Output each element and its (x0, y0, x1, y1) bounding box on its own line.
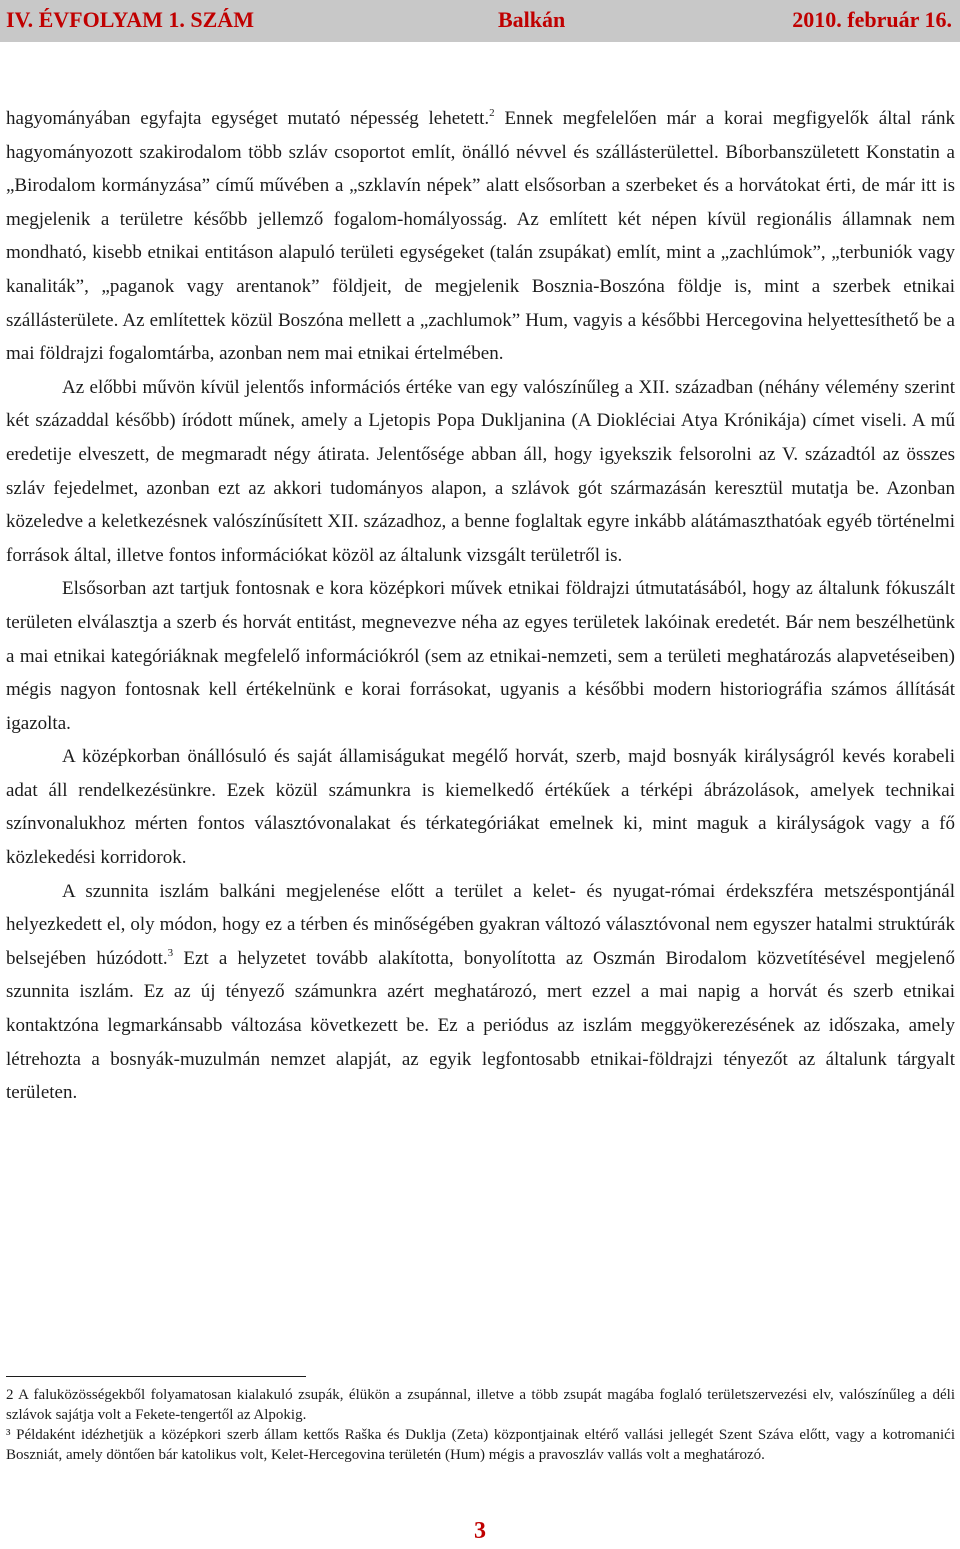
paragraph-text: Elsősorban azt tartjuk fontosnak e kora középkori művek etnikai földrajzi útmutatásából, hogy az általunk fókuszált területen elválasztja a szerb és horvát entitást, megnevezve néha az egyes területek lakóinak eredetét. Bár nem beszélhetünk a mai etnikai kategóriáknak megfelelő információkról (sem az etnikai-nemzeti, sem a területi meghatározás alapvetéseiben) mégis nagyon fontosnak kell értékelnünk e korai forrásokat, ugyanis a későbbi modern historiográfia számos állítását igazolta. (6, 578, 955, 734)
footnote-ref: 2 (489, 107, 495, 119)
body-paragraph (6, 102, 955, 371)
body-paragraph (6, 875, 955, 1110)
paragraph-text: Ezt a helyzetet tovább alakította, bonyolította az Oszmán Birodalom közvetítésével megjelenő szunnita iszlám. Ez az új tényező számunkra azért meghatározó, mert ezzel a mai napig a horvát és szerb etnikai kontaktzóna legmarkánsabb változása következett be. Ez a periódus az iszlám meggyökerezésének az időszaka, amely létrehozta a bosnyák-muzulmán nemzet alapját, az egyik legfontosabb etnikai-földrajzi tényezőt az általunk tárgyalt területen. (6, 947, 955, 1104)
paragraph-text: Ennek megfelelően már a korai megfigyelők által ránk hagyományozott szakirodalom több szláv csoportot említ, önálló névvel és szállásterülettel. Bíborbanszületett Konstatin a „Birodalom kormányzása” című művében a „szklavín népek” alatt elsősorban a szerbeket és a horvátokat érti, de már itt is megjelenik a területre később jellemző fogalom-homályosság. Az említett két népen kívül regionális államnak nem mondható, kisebb etnikai entitáson alapuló területi egységeket (talán zsupákat) említ, mint a „zachlúmok”, „terbuniók vagy kanaliták”, „paganok vagy arentanok” földjeit, de megjelenik Bosznia-Boszóna földje is, mint a szerbek etnikai szállásterülete. Az említettek közül Boszóna mellett a „zachlumok” Hum, vagyis a későbbi Hercegovina helyettesíthető be a mai földrajzi fogalomtárba, azonban nem mai etnikai értelmében. (6, 108, 955, 365)
body-paragraph (6, 572, 955, 740)
footnote-item: 2 A faluközösségekből folyamatosan kialakuló zsupák, élükön a zsupánnal, illetve a több zsupát magába foglaló területszervezési elv, valószínűleg a déli szlávok sajátja volt a Fekete-tengertől az Alpokig. (6, 1387, 955, 1423)
footnotes (6, 1385, 955, 1465)
header-date: 2010. február 16. (792, 7, 952, 32)
paragraph-text: A szunnita iszlám balkáni megjelenése előtt a terület a kelet- és nyugat-római érdekszféra metszéspontjánál helyezkedett el, oly módon, hogy ez a térben és minőségében gyakran változó választóvonal nem egyszer hatalmi struktúrák belsejében húzódott. (6, 880, 955, 969)
header-issue: IV. ÉVFOLYAM 1. SZÁM (6, 7, 254, 32)
header-section: Balkán (498, 7, 566, 32)
running-header (0, 0, 960, 42)
footnote-ref: 3 (167, 946, 174, 959)
article-body (6, 102, 955, 1110)
paragraph-text: hagyományában egyfajta egységet mutató népesség lehetett. (6, 108, 490, 129)
body-paragraph (6, 740, 955, 874)
footnote-item: ³ Példaként idézhetjük a középkori szerb állam kettős Raška és Duklja (Zeta) központjainak eltérő vallási jellegét Szent Száva előtt, vagy a kotromanići Boszniát, amely döntően bár katolikus volt, Kelet-Hercegovina területén (Hum) mégis a pravoszláv vallás volt a meghatározó. (6, 1427, 955, 1463)
body-paragraph (6, 371, 955, 573)
paragraph-text: A középkorban önállósuló és saját államiságukat megélő horvát, szerb, majd bosnyák királyságról kevés korabeli adat áll rendelkezésünkre. Ezek közül számunkra is kiemelkedő értékűek a térképi ábrázolások, amelyek technikai színvonalukhoz mérten fontos választóvonalakat és térkategóriákat emelnek ki, mint maguk a királyságok vagy a fő közlekedési korridorok. (6, 746, 955, 869)
page-number: 3 (474, 1518, 486, 1544)
paragraph-text: Az előbbi művön kívül jelentős információs értéke van egy valószínűleg a XII. században (néhány vélemény szerint két századdal később) íródott műnek, amely a Ljetopis Popa Dukljanina (A Diokléciai Atya Krónikája) címet viseli. A mű eredetije elveszett, de megmaradt négy átirata. Jelentősége abban áll, hogy igyekszik felsorolni az V. századtól az összes szláv fejedelmet, azonban ezt az akkori tudományos alapon, a szlávok gót származásán keresztül mutatja be. Azonban közeledve a keletkezésnek valószínűsített XII. századhoz, a benne foglaltak egyre inkább alátámaszthatóak egyéb történelmi források által, illetve fontos információkat közöl az általunk vizsgált területről is. (6, 376, 955, 566)
footnote-divider (6, 1376, 306, 1377)
